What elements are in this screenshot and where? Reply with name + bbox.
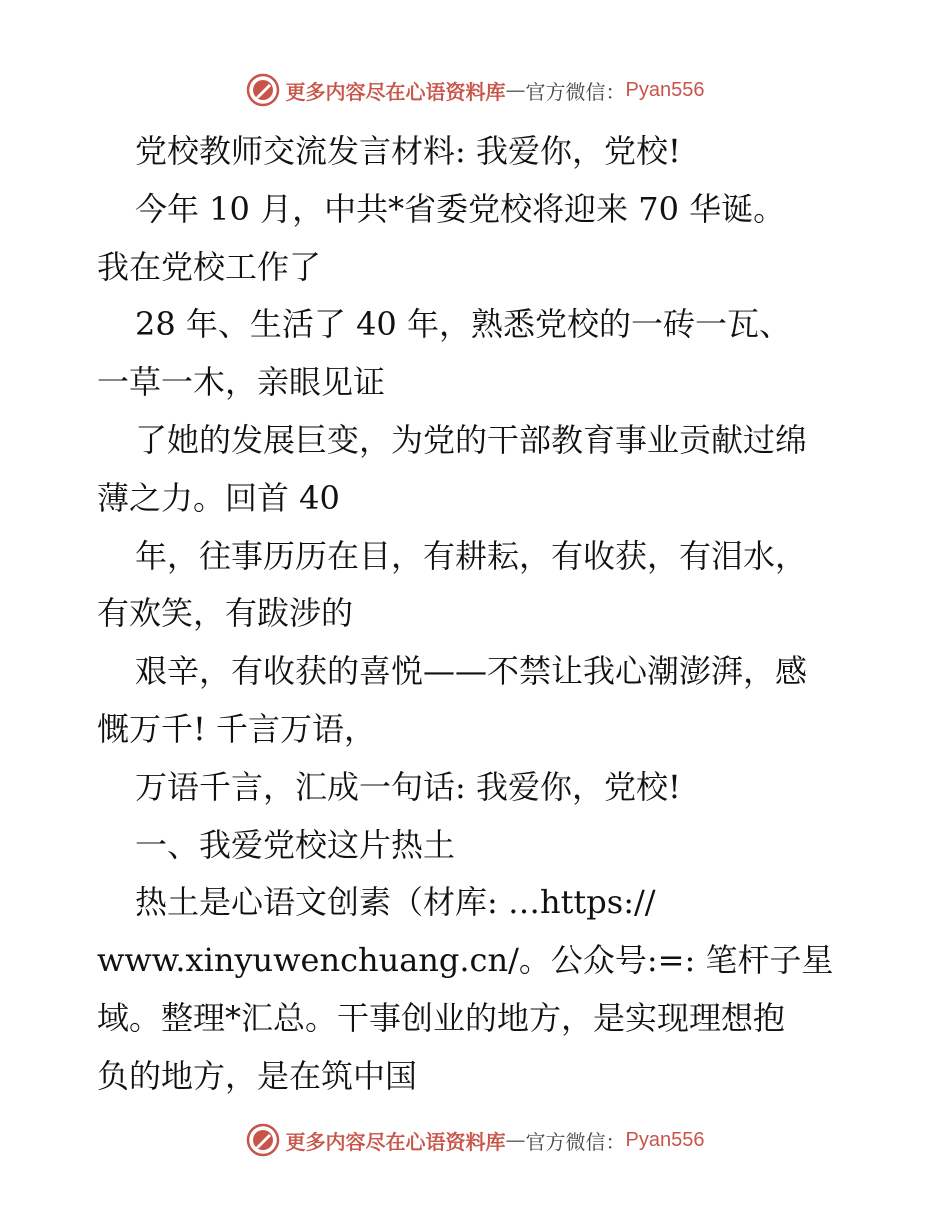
paragraph-line: 年，往事历历在目，有耕耘，有收获，有泪水， bbox=[135, 536, 808, 575]
paragraph-line: 万语千言，汇成一句话: 我爱你，党校! bbox=[135, 767, 681, 806]
paragraph-line: 我在党校工作了 bbox=[97, 247, 322, 286]
header-brand: 更多内容尽在心语资料库 bbox=[285, 79, 506, 104]
paragraph-line: 热土是心语文创素（材库: …https:// bbox=[135, 883, 656, 922]
paragraph-line: 今年 10 月，中共*省委党校将迎来 70 华诞。 bbox=[135, 189, 786, 228]
pen-logo-icon bbox=[246, 73, 280, 107]
paragraph-line: 慨万千! 千言万语， bbox=[97, 709, 377, 748]
pen-logo-icon bbox=[246, 1123, 280, 1157]
header-separator: — bbox=[505, 78, 526, 102]
document-title: 党校教师交流发言材料: 我爱你，党校! bbox=[135, 132, 681, 170]
paragraph-line: www.xinyuwenchuang.cn/。公众号:=: 笔杆子星 bbox=[97, 941, 834, 980]
paragraph-line: 负的地方，是在筑中国 bbox=[97, 1056, 418, 1095]
paragraph-line: 域。整理*汇总。干事创业的地方，是实现理想抱 bbox=[97, 998, 786, 1037]
paragraph-line: 28 年、生活了 40 年，熟悉党校的一砖一瓦、 bbox=[135, 305, 791, 344]
header-wechat-id: Pyan556 bbox=[625, 78, 705, 101]
footer-wechat-id: Pyan556 bbox=[625, 1128, 705, 1151]
paragraph-line: 有欢笑，有跋涉的 bbox=[97, 594, 354, 633]
paragraph-line: 一草一木，亲眼见证 bbox=[97, 363, 386, 402]
footer-wechat-label: 官方微信： bbox=[525, 1129, 626, 1154]
footer-brand: 更多内容尽在心语资料库 bbox=[285, 1129, 506, 1154]
header-banner bbox=[0, 70, 950, 110]
paragraph-line: 薄之力。回首 40 bbox=[97, 478, 340, 517]
paragraph-line: 了她的发展巨变，为党的干部教育事业贡献过绵 bbox=[135, 420, 808, 459]
header-wechat-label: 官方微信： bbox=[525, 79, 626, 104]
footer-banner bbox=[0, 1120, 950, 1160]
section-heading: 一、我爱党校这片热土 bbox=[135, 825, 456, 864]
paragraph-line: 艰辛，有收获的喜悦——不禁让我心潮澎湃，感 bbox=[135, 652, 808, 691]
footer-separator: — bbox=[505, 1128, 526, 1152]
document-body bbox=[97, 123, 867, 1106]
